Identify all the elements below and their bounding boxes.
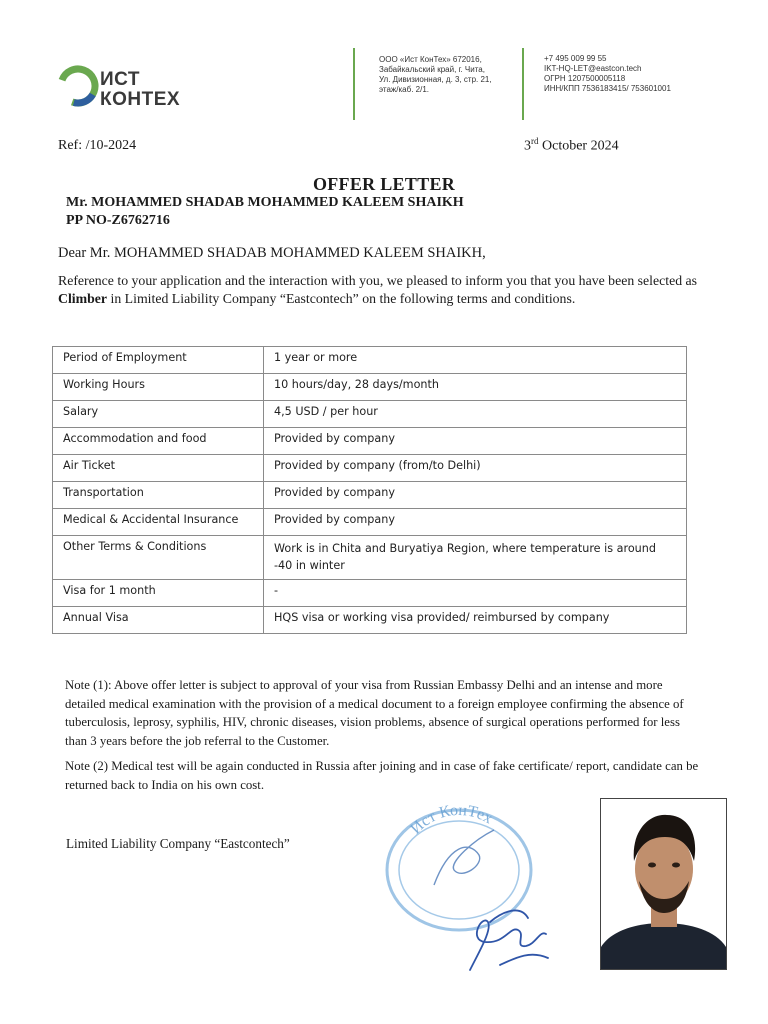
table-row [53,482,687,509]
contact-email: IKT-HQ-LET@eastcon.tech [544,64,642,73]
term-label: Salary [53,401,264,428]
contact-ogrn: ОГРН 1207500005118 [544,74,626,83]
term-label: Visa for 1 month [53,580,264,607]
address-line: ООО «Ист КонТех» 672016, [379,55,482,64]
table-row [53,509,687,536]
table-row [53,374,687,401]
table-row [53,401,687,428]
person-photo-icon [601,799,726,969]
stamp-text: Ист КонТех [407,801,496,838]
company-signature-label: Limited Liability Company “Eastcontech” [66,836,290,851]
intro-paragraph [58,272,698,308]
document-title: OFFER LETTER [312,174,456,194]
company-logo-icon [56,64,100,108]
logo-text-line1: ИСТ [100,69,141,90]
term-value: Provided by company (from/to Delhi) [264,455,687,482]
position-title: Climber [58,291,108,306]
table-row [53,536,687,580]
term-value: Provided by company [264,509,687,536]
date-day: 3 [524,138,531,154]
address-line: Забайкальский край, г. Чита, [379,65,485,74]
note-2: Note (2) Medical test will be again conducted in Russia after joining and in case of fake certificate/ report, candidate can be returned back to India on his own cost. [65,759,699,792]
term-value: 10 hours/day, 28 days/month [264,374,687,401]
term-value: HQS visa or working visa provided/ reimbursed by company [264,607,687,634]
table-row [53,455,687,482]
term-label: Working Hours [53,374,264,401]
term-value: 1 year or more [264,347,687,374]
term-label: Annual Visa [53,607,264,634]
candidate-photo [600,798,727,970]
term-value: Provided by company [264,428,687,455]
letter-date [524,136,619,155]
candidate-name: Mr. MOHAMMED SHADAB MOHAMMED KALEEM SHAIKH [66,195,464,210]
contact-phone: +7 495 009 99 55 [544,54,607,63]
term-label: Accommodation and food [53,428,264,455]
table-row [53,607,687,634]
terms-table [52,346,687,634]
term-value: - [264,580,687,607]
contact-inn: ИНН/КПП 7536183415/ 753601001 [544,84,671,93]
term-value: Work is in Chita and Buryatiya Region, where temperature is around -40 in winter [264,536,687,580]
term-label: Medical & Accidental Insurance [53,509,264,536]
company-address [379,55,519,95]
signature-icon [430,830,560,980]
salutation: Dear Mr. MOHAMMED SHADAB MOHAMMED KALEEM SHAIKH, [58,245,486,261]
term-label: Air Ticket [53,455,264,482]
term-label: Transportation [53,482,264,509]
term-value: 4,5 USD / per hour [264,401,687,428]
table-row [53,347,687,374]
note-1: Note (1): Above offer letter is subject to approval of your visa from Russian Embassy Delhi and an intense and more detailed medical examination with the provision of a medical document to a foreign employee confirming the absence of tuberculosis, leprosy, syphilis, HIV, chronic diseases, vision problems, absence of surgical operations performed for less than 3 years before the job referral to the Customer. [65,678,684,748]
date-month-year: October 2024 [538,138,619,154]
term-label: Period of Employment [53,347,264,374]
company-contacts [544,54,714,94]
address-line: этаж/каб. 2/1. [379,85,429,94]
term-value: Provided by company [264,482,687,509]
address-line: Ул. Дивизионная, д. 3, стр. 21, [379,75,492,84]
term-label: Other Terms & Conditions [53,536,264,580]
reference-number: Ref: /10-2024 [58,138,137,153]
header-divider [353,48,355,120]
logo-text-line2: КОНТЕХ [100,89,181,110]
header-divider [522,48,524,120]
candidate-passport: PP NO-Z6762716 [66,213,170,228]
intro-text: Reference to your application and the interaction with you, we pleased to inform you that you have been selected as [58,273,698,288]
intro-text: in Limited Liability Company “Eastcontech” on the following terms and conditions. [107,291,576,306]
table-row [53,428,687,455]
table-row [53,580,687,607]
date-suffix: rd [531,136,539,146]
